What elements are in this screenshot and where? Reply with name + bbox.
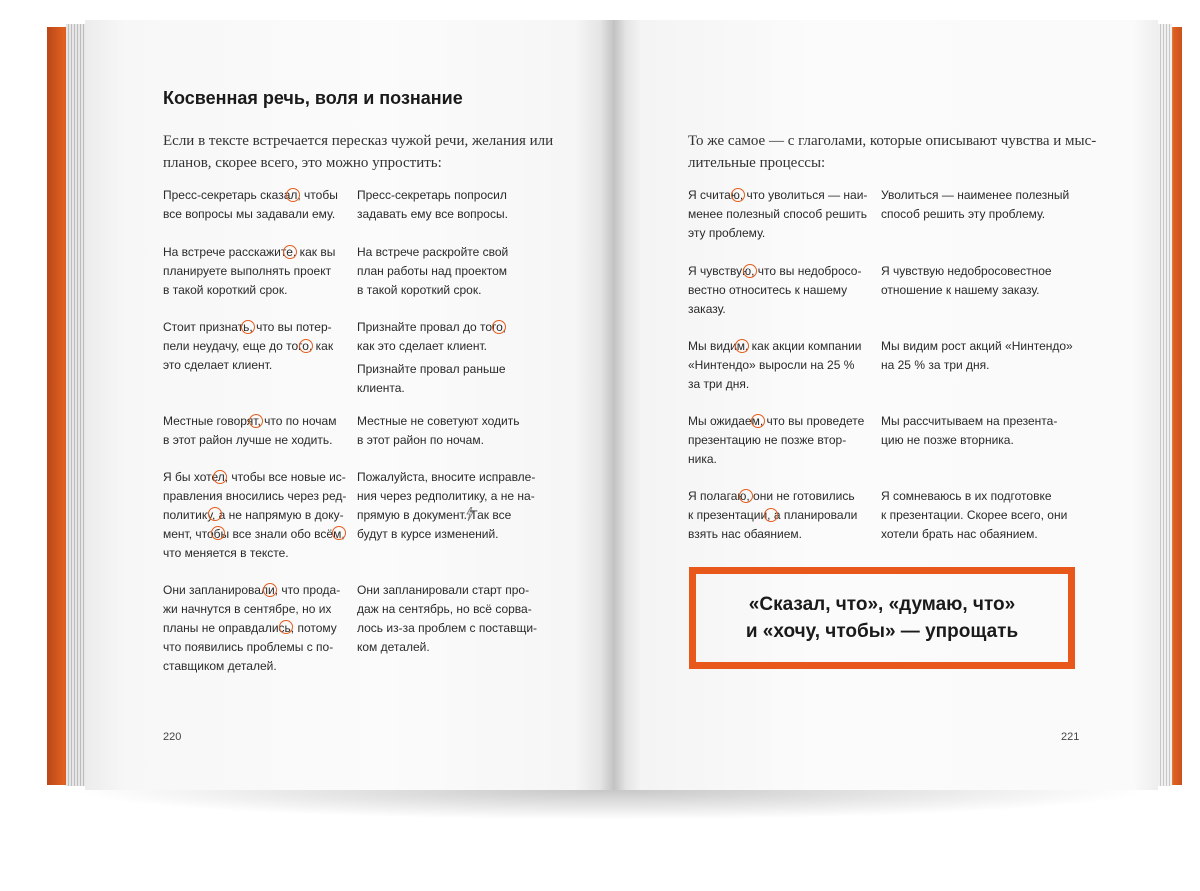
example-line: хотели брать нас обаянием.	[881, 527, 1038, 541]
example-line: Они запланировали, что прода-	[163, 583, 341, 597]
callout-line: «Сказал, что», «думаю, что»	[748, 594, 1016, 615]
example-line: ком деталей.	[357, 640, 430, 654]
comma-mark-icon	[286, 188, 300, 202]
example-line: Я чувствую, что вы недобросо-	[688, 264, 862, 278]
example-line: презентацию не позже втор-	[688, 433, 847, 447]
example-line: Признайте провал до того,	[357, 320, 507, 334]
example-line: Местные не советуют ходить	[357, 414, 520, 428]
example-line: Мы видим, как акции компании	[688, 339, 862, 353]
comma-mark-icon	[332, 526, 346, 540]
example-line: заказу.	[688, 302, 726, 316]
callout-line: и «хочу, чтобы» — упрощать	[745, 621, 1019, 642]
comma-mark-icon	[241, 320, 255, 334]
left-intro	[163, 130, 553, 174]
example-line: «Нинтендо» выросли на 25 %	[688, 358, 855, 372]
example-line: планы не оправдались, потому	[163, 621, 337, 635]
comma-mark-icon	[208, 507, 222, 521]
intro-line: лительные процессы:	[688, 155, 826, 171]
example-after	[357, 186, 508, 224]
example-after	[357, 468, 535, 544]
example-line: На встрече раскройте свой	[357, 245, 509, 259]
example-line: Признайте провал раньше	[357, 362, 506, 376]
example-after	[881, 337, 1073, 375]
example-line: жи начнутся в сентябре, но их	[163, 602, 332, 616]
example-line: за три дня.	[688, 377, 750, 391]
example-line: к презентации, а планировали	[688, 508, 858, 522]
comma-mark-icon	[731, 188, 745, 202]
example-line: политику, а не напрямую в доку-	[163, 508, 344, 522]
example-after	[357, 581, 537, 657]
example-line: вестно относитесь к нашему	[688, 283, 848, 297]
example-before	[163, 243, 335, 300]
example-before	[163, 468, 346, 563]
example-line: Уволиться — наименее полезный	[881, 188, 1070, 202]
example-line: Я считаю, что уволиться — наи-	[688, 188, 868, 202]
example-before	[688, 186, 867, 243]
page-number: 221	[1061, 731, 1080, 743]
example-line: мент, чтобы все знали обо всём,	[163, 527, 345, 541]
example-line: как это сделает клиент.	[357, 339, 487, 353]
example-before	[688, 262, 861, 319]
comma-mark-icon	[213, 470, 227, 484]
example-line: будут в курсе изменений.	[357, 527, 499, 541]
comma-mark-icon	[739, 489, 753, 503]
example-after	[881, 186, 1069, 224]
example-line: эту проблему.	[688, 226, 766, 240]
example-line: Мы рассчитываем на презента-	[881, 414, 1058, 428]
comma-mark-icon	[283, 245, 297, 259]
example-line: взять нас обаянием.	[688, 527, 802, 541]
example-line: Я чувствую недобросовестное	[881, 264, 1052, 278]
example-line: менее полезный способ решить	[688, 207, 867, 221]
example-line: к презентации. Скорее всего, они	[881, 508, 1068, 522]
right-intro	[688, 130, 1096, 174]
comma-mark-icon	[492, 320, 506, 334]
example-line: в этот район лучше не ходить.	[163, 433, 333, 447]
example-line: Местные говорят, что по ночам	[163, 414, 337, 428]
example-after	[357, 318, 506, 398]
example-line: пели неудачу, еще до того, как	[163, 339, 334, 353]
example-line: Пресс-секретарь попросил	[357, 188, 507, 202]
example-line: клиента.	[357, 381, 405, 395]
example-before	[688, 337, 861, 394]
example-line: Мы видим рост акций «Нинтендо»	[881, 339, 1073, 353]
comma-mark-icon	[263, 583, 277, 597]
example-line: Пресс-секретарь сказал, чтобы	[163, 188, 338, 202]
example-after	[357, 412, 519, 450]
rule-callout	[689, 567, 1075, 669]
example-line: прямую в документ. Так все	[357, 508, 512, 522]
example-line: Пожалуйста, вносите исправле-	[357, 470, 536, 484]
comma-mark-icon	[735, 339, 749, 353]
comma-mark-icon	[743, 264, 757, 278]
lightning-icon	[465, 507, 475, 521]
example-line: все вопросы мы задавали ему.	[163, 207, 336, 221]
comma-mark-icon	[249, 414, 263, 428]
example-after	[357, 243, 508, 300]
comma-mark-icon	[751, 414, 765, 428]
comma-mark-icon	[764, 508, 778, 522]
example-line: в такой короткий срок.	[163, 283, 288, 297]
example-line: это сделает клиент.	[163, 358, 273, 372]
example-line: ния через редполитику, а не на-	[357, 489, 535, 503]
intro-line: планов, скорее всего, это можно упростить:	[163, 155, 442, 171]
page-number: 220	[163, 731, 182, 743]
comma-mark-icon	[211, 526, 225, 540]
example-line: цию не позже вторника.	[881, 433, 1014, 447]
example-line: планируете выполнять проект	[163, 264, 332, 278]
comma-mark-icon	[299, 339, 313, 353]
intro-line: То же самое — с глаголами, которые описывают чувства и мыс-	[688, 133, 1097, 149]
example-line: Я бы хотел, чтобы все новые ис-	[163, 470, 346, 484]
example-before	[163, 581, 340, 676]
example-line: Стоит признать, что вы потер-	[163, 320, 332, 334]
example-line: отношение к нашему заказу.	[881, 283, 1040, 297]
example-line: в этот район по ночам.	[357, 433, 484, 447]
example-line: что появились проблемы с по-	[163, 640, 334, 654]
example-line: Мы ожидаем, что вы проведете	[688, 414, 865, 428]
example-line: задавать ему все вопросы.	[357, 207, 508, 221]
example-line: Я полагаю, они не готовились	[688, 489, 855, 503]
intro-line: Если в тексте встречается пересказ чужой речи, желания или	[163, 133, 554, 149]
section-heading: Косвенная речь, воля и познание	[163, 88, 463, 108]
example-line: Я сомневаюсь в их подготовке	[881, 489, 1052, 503]
example-line: На встрече расскажите, как вы	[163, 245, 336, 259]
book-gutter	[600, 20, 626, 790]
example-after	[881, 412, 1057, 450]
example-line: ника.	[688, 452, 717, 466]
example-line: правления вносились через ред-	[163, 489, 347, 503]
example-line: в такой короткий срок.	[357, 283, 482, 297]
example-line: лось из-за проблем с поставщи-	[357, 621, 538, 635]
example-before	[688, 412, 864, 469]
example-after	[881, 487, 1067, 544]
example-after	[881, 262, 1052, 300]
example-line: даж на сентябрь, но всё сорва-	[357, 602, 532, 616]
example-before	[163, 186, 338, 224]
example-line: Они запланировали старт про-	[357, 583, 530, 597]
example-line: способ решить эту проблему.	[881, 207, 1046, 221]
example-line: что меняется в тексте.	[163, 546, 289, 560]
example-line: на 25 % за три дня.	[881, 358, 990, 372]
comma-mark-icon	[279, 620, 293, 634]
example-line: ставщиком деталей.	[163, 659, 277, 673]
example-line: план работы над проектом	[357, 264, 508, 278]
